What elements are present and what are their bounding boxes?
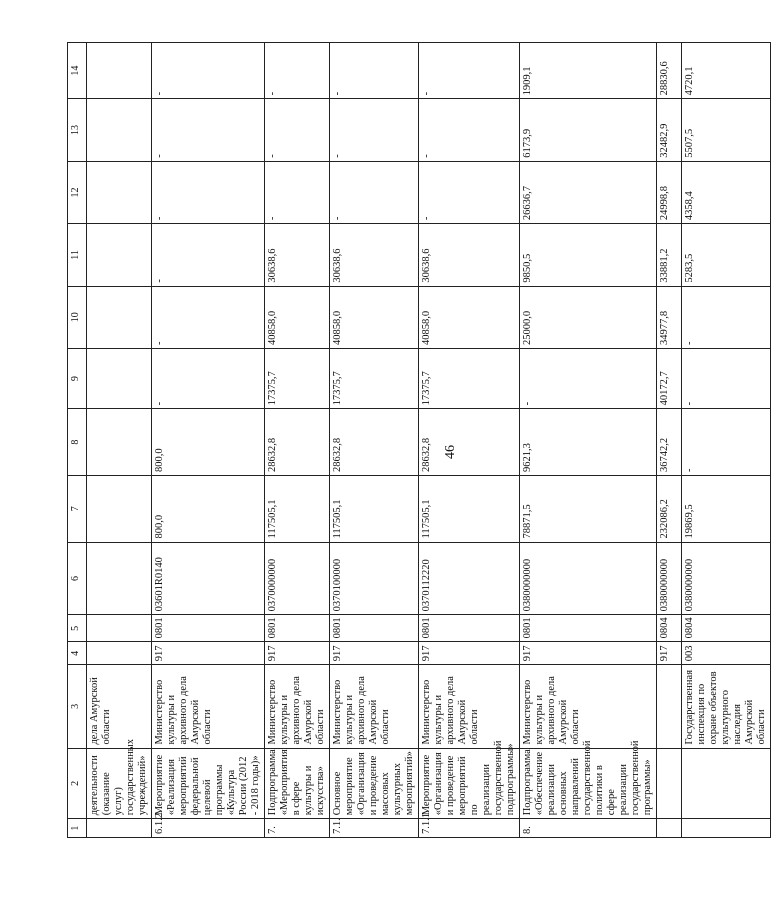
cell: 6.1.2. [152, 819, 265, 838]
cell: 917 [330, 642, 419, 665]
cell: - [152, 43, 265, 99]
column-number: 2 [68, 748, 87, 819]
cell: 32482,9 [657, 99, 682, 161]
cell: 40858,0 [265, 286, 330, 348]
cell [87, 409, 152, 476]
column-number: 11 [68, 224, 87, 286]
cell: 19869,5 [682, 475, 771, 542]
cell [87, 161, 152, 223]
cell: 28632,8 [419, 409, 520, 476]
column-number: 7 [68, 475, 87, 542]
cell: 9621,3 [520, 409, 657, 476]
cell: 0380000000 [657, 542, 682, 615]
cell: 0801 [152, 615, 265, 642]
cell: - [330, 161, 419, 223]
cell: 03601R0140 [152, 542, 265, 615]
cell: - [152, 99, 265, 161]
cell: 33881,2 [657, 224, 682, 286]
column-number: 4 [68, 642, 87, 665]
cell: Министерство культуры и архивного дела Амурской области [520, 665, 657, 748]
column-number-row [68, 43, 87, 838]
cell: 0804 [682, 615, 771, 642]
cell: 4720,1 [682, 43, 771, 99]
column-number: 1 [68, 819, 87, 838]
column-number: 8 [68, 409, 87, 476]
table-row [682, 43, 771, 838]
cell [87, 475, 152, 542]
cell: 117505,1 [265, 475, 330, 542]
column-number: 12 [68, 161, 87, 223]
cell: 7. [265, 819, 330, 838]
cell: 117505,1 [330, 475, 419, 542]
cell: - [682, 409, 771, 476]
column-number: 10 [68, 286, 87, 348]
cell: 0370100000 [330, 542, 419, 615]
cell: 40172,7 [657, 349, 682, 409]
cell: 30638,6 [330, 224, 419, 286]
table-row [87, 43, 152, 838]
cell: 917 [265, 642, 330, 665]
cell: Основное мероприятие «Организация и проведение массовых культурных мероприятий» [330, 748, 419, 819]
cell: 917 [657, 642, 682, 665]
cell: 9850,5 [520, 224, 657, 286]
cell: 17375,7 [265, 349, 330, 409]
cell: - [330, 43, 419, 99]
cell: 6173,9 [520, 99, 657, 161]
cell: 7.1.1. [419, 819, 520, 838]
cell [87, 642, 152, 665]
cell: 0370000000 [265, 542, 330, 615]
page-number: 46 [443, 445, 458, 459]
cell: Подпрограмма «Обеспечение реализации основных направлений государственной политики в сфере реализации государственной программы» [520, 748, 657, 819]
cell: - [419, 161, 520, 223]
cell: - [152, 224, 265, 286]
cell [657, 748, 682, 819]
budget-table [67, 42, 771, 838]
cell [87, 43, 152, 99]
table-row [657, 43, 682, 838]
cell: 17375,7 [419, 349, 520, 409]
cell: Мероприятие «Организация и проведение мероприятий по реализации государственной подпрограммы» [419, 748, 520, 819]
table-row [265, 43, 330, 838]
table-row [152, 43, 265, 838]
cell [87, 224, 152, 286]
column-number: 5 [68, 615, 87, 642]
cell [87, 99, 152, 161]
column-number: 13 [68, 99, 87, 161]
cell: - [265, 43, 330, 99]
cell: Государственная инспекция по охране объектов культурного наследия Амурской области [682, 665, 771, 748]
column-number: 9 [68, 349, 87, 409]
cell: 0370112220 [419, 542, 520, 615]
column-number: 3 [68, 665, 87, 748]
cell: 917 [520, 642, 657, 665]
cell: 25000,0 [520, 286, 657, 348]
cell [87, 349, 152, 409]
cell: 5283,5 [682, 224, 771, 286]
cell: деятельности (оказание услуг) государственных учреждений» [87, 748, 152, 819]
cell [87, 542, 152, 615]
cell: Министерство культуры и архивного дела Амурской области [265, 665, 330, 748]
cell: - [682, 286, 771, 348]
cell: 28632,8 [330, 409, 419, 476]
cell: Министерство культуры и архивного дела Амурской области [330, 665, 419, 748]
table-row [520, 43, 657, 838]
cell: 917 [419, 642, 520, 665]
cell: 0380000000 [520, 542, 657, 615]
cell: Министерство культуры и архивного дела Амурской области [419, 665, 520, 748]
cell: 17375,7 [330, 349, 419, 409]
cell: 26636,7 [520, 161, 657, 223]
cell: - [330, 99, 419, 161]
cell: дела Амурской области [87, 665, 152, 748]
cell: 78871,5 [520, 475, 657, 542]
cell: 117505,1 [419, 475, 520, 542]
cell: 34977,8 [657, 286, 682, 348]
cell: 800,0 [152, 409, 265, 476]
cell: 1909,1 [520, 43, 657, 99]
cell: 5507,5 [682, 99, 771, 161]
cell [657, 819, 682, 838]
cell [87, 286, 152, 348]
cell: - [265, 161, 330, 223]
cell: 7.1. [330, 819, 419, 838]
cell: 28632,8 [265, 409, 330, 476]
cell: 30638,6 [265, 224, 330, 286]
cell: - [152, 349, 265, 409]
cell: - [682, 349, 771, 409]
cell: 917 [152, 642, 265, 665]
cell: 232086,2 [657, 475, 682, 542]
cell: 0801 [419, 615, 520, 642]
table-row [419, 43, 520, 838]
cell: - [419, 99, 520, 161]
cell: - [152, 286, 265, 348]
cell [682, 748, 771, 819]
cell: Мероприятие «Реализация мероприятий федеральной целевой программы «Культура России (2012 - 2018 годы)» [152, 748, 265, 819]
cell: 36742,2 [657, 409, 682, 476]
cell: 003 [682, 642, 771, 665]
table-row [330, 43, 419, 838]
cell: 0801 [520, 615, 657, 642]
cell: - [152, 161, 265, 223]
cell: Подпрограмма «Мероприятия в сфере культуры и искусства» [265, 748, 330, 819]
cell: 28830,6 [657, 43, 682, 99]
cell: 8. [520, 819, 657, 838]
cell: - [265, 99, 330, 161]
cell: 0801 [265, 615, 330, 642]
cell: 0380000000 [682, 542, 771, 615]
cell: 800,0 [152, 475, 265, 542]
cell: - [419, 43, 520, 99]
cell [87, 615, 152, 642]
cell: 30638,6 [419, 224, 520, 286]
cell: 24998,8 [657, 161, 682, 223]
cell: 0801 [330, 615, 419, 642]
cell: 4358,4 [682, 161, 771, 223]
cell: Министерство культуры и архивного дела Амурской области [152, 665, 265, 748]
cell: 40858,0 [330, 286, 419, 348]
cell: 0804 [657, 615, 682, 642]
cell [682, 819, 771, 838]
cell: - [520, 349, 657, 409]
column-number: 14 [68, 43, 87, 99]
cell [87, 819, 152, 838]
column-number: 6 [68, 542, 87, 615]
cell [657, 665, 682, 748]
cell: 40858,0 [419, 286, 520, 348]
